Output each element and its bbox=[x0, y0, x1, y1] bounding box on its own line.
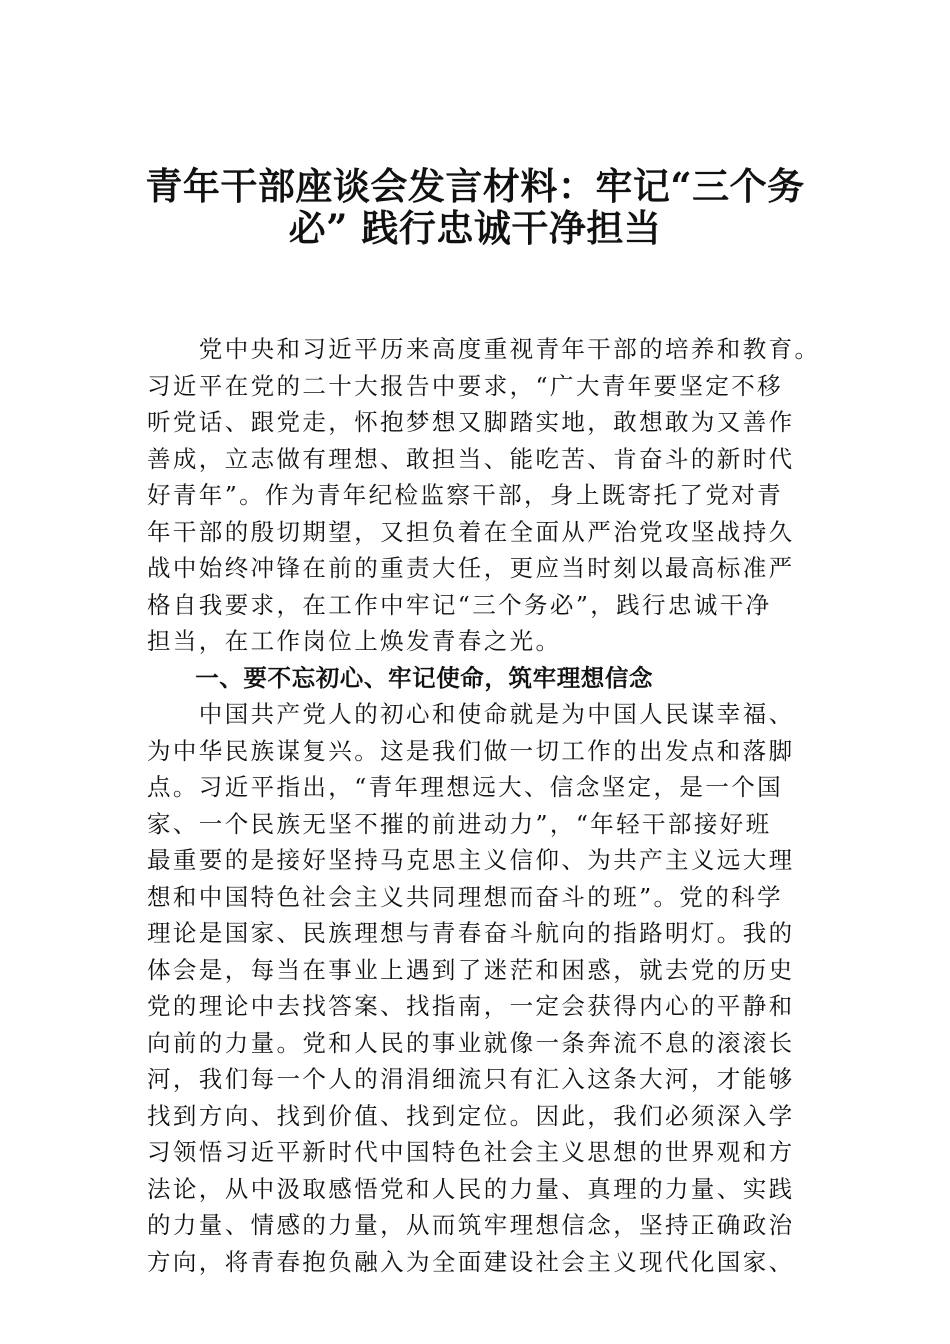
body-line: 年干部的殷切期望，又担负着在全面从严治党攻坚战持久 bbox=[147, 517, 795, 546]
body-line: 担当，在工作岗位上焕发青春之光。 bbox=[147, 627, 562, 655]
body-line: 为中华民族谋复兴。这是我们做一切工作的出发点和落脚 bbox=[147, 736, 795, 765]
body-line: 想和中国特色社会主义共同理想而奋斗的班”。党的科学 bbox=[147, 882, 784, 911]
body-line: 听党话、跟党走，怀抱梦想又脚踏实地，敢想敢为又善作 bbox=[147, 408, 795, 436]
body-line: 方向，将青春抱负融入为全面建设社会主义现代化国家、 bbox=[147, 1247, 795, 1276]
body-line: 中国共产党人的初心和使命就是为中国人民谋幸福、 bbox=[147, 700, 795, 728]
body-line: 善成，立志做有理想、敢担当、能吃苦、肯奋斗的新时代 bbox=[147, 444, 795, 473]
document-title-line-2: 必” 践行忠诚干净担当 bbox=[288, 206, 662, 250]
body-line: 点。习近平指出，“青年理想远大、信念坚定，是一个国 bbox=[147, 773, 784, 801]
document-title-line-1: 青年干部座谈会发言材料：牢记“三个务 bbox=[145, 164, 805, 208]
body-line: 格自我要求，在工作中牢记“三个务必”，践行忠诚干净 bbox=[147, 590, 772, 619]
body-line: 好青年”。作为青年纪检监察干部，身上既寄托了党对青 bbox=[147, 481, 784, 509]
body-line: 体会是，每当在事业上遇到了迷茫和困惑，就去党的历史 bbox=[147, 955, 795, 984]
body-line: 党的理论中去找答案、找指南，一定会获得内心的平静和 bbox=[147, 992, 795, 1020]
body-line: 家、一个民族无坚不摧的前进动力”，“年轻干部接好班 bbox=[147, 809, 772, 838]
body-line: 的力量、情感的力量，从而筑牢理想信念，坚持正确政治 bbox=[147, 1211, 795, 1239]
body-line: 法论，从中汲取感悟党和人民的力量、真理的力量、实践 bbox=[147, 1174, 795, 1203]
body-line: 党中央和习近平历来高度重视青年干部的培养和教育。 bbox=[147, 335, 821, 363]
body-line: 最重要的是接好坚持马克思主义信仰、为共产主义远大理 bbox=[147, 846, 795, 874]
body-line: 向前的力量。党和人民的事业就像一条奔流不息的滚滚长 bbox=[147, 1028, 795, 1057]
body-line: 习近平在党的二十大报告中要求，“广大青年要坚定不移 bbox=[147, 371, 784, 400]
body-line: 找到方向、找到价值、找到定位。因此，我们必须深入学 bbox=[147, 1101, 795, 1130]
document-body bbox=[147, 331, 821, 1280]
body-line: 河，我们每一个人的涓涓细流只有汇入这条大河，才能够 bbox=[147, 1065, 795, 1093]
section-heading: 一、要不忘初心、牢记使命，筑牢理想信念 bbox=[147, 663, 654, 692]
body-line: 战中始终冲锋在前的重责大任，更应当时刻以最高标准严 bbox=[147, 554, 795, 582]
body-line: 习领悟习近平新时代中国特色社会主义思想的世界观和方 bbox=[147, 1138, 795, 1166]
body-line: 理论是国家、民族理想与青春奋斗航向的指路明灯。我的 bbox=[147, 919, 795, 947]
